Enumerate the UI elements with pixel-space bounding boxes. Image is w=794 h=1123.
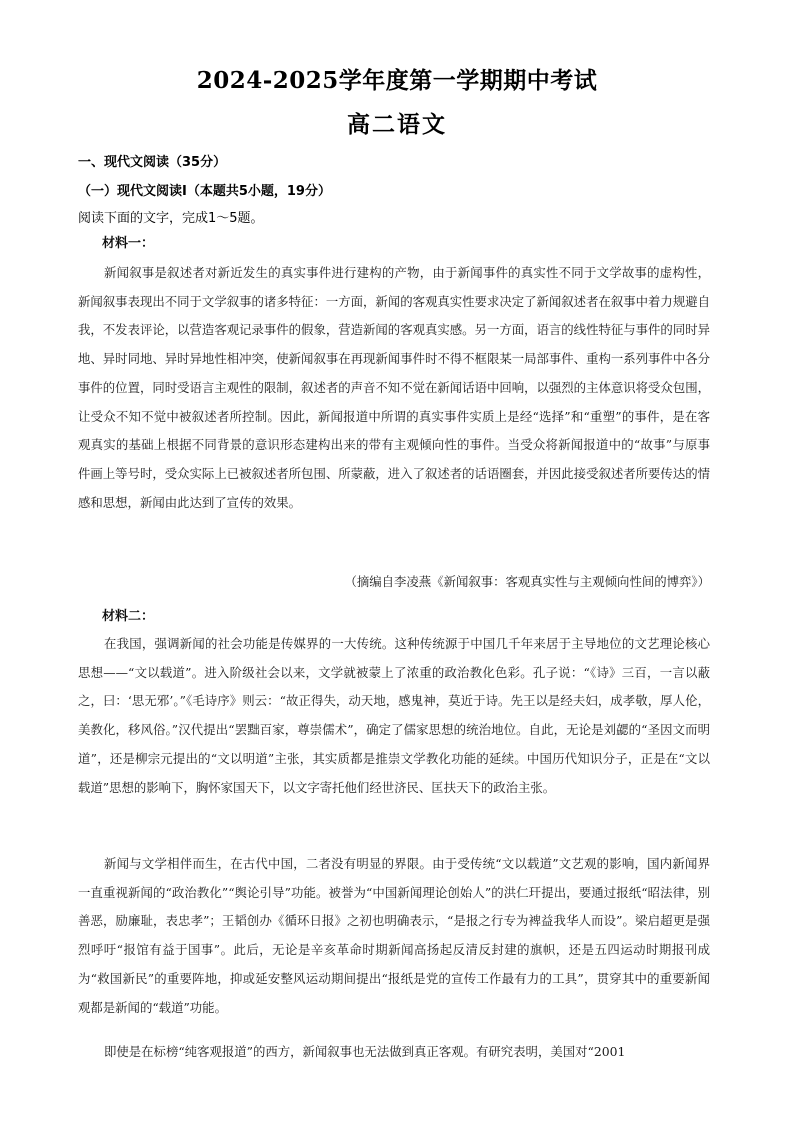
section-heading: 一、现代文阅读（35分）	[78, 155, 227, 170]
material-two-paragraph-2: 新闻与文学相伴而生，在古代中国，二者没有明显的界限。由于受传统“文以载道”文艺观的影响，国内新闻界一直重视新闻的“政治教化”“舆论引导”功能。被誉为“中国新闻理论创始人”的洪仁玕提出，要通过报纸“昭法律，别善恶，励廉耻，表忠孝”；王韬创办《循环日报》之初也明确表示，“是报之行专为裨益我华人而设”。梁启超更是强烈呼吁“报馆有益于国事”。此后，无论是辛亥革命时期新闻高扬起反清反封建的旗帜，还是五四运动时期报刊成为“救国新民”的重要阵地，抑或延安整风运动期间提出“报纸是党的宣传工作最有力的工具”，贯穿其中的重要新闻观都是新闻的“载道”功能。	[78, 856, 710, 1015]
material-two-label: 材料二：	[102, 609, 155, 624]
sub-section-heading: （一）现代文阅读Ⅰ（本题共5小题，19分）	[78, 184, 331, 199]
material-one-paragraph: 新闻叙事是叙述者对新近发生的真实事件进行建构的产物，由于新闻事件的真实性不同于文学故事的虚构性，新闻叙事表现出不同于文学叙事的诸多特征：一方面，新闻的客观真实性要求决定了新闻叙述者在叙事中着力规避自我，不发表评论，以营造客观记录事件的假象，营造新闻的客观真实感。另一方面，语言的线性特征与事件的同时异地、异时同地、异时异地性相冲突，使新闻叙事在再现新闻事件时不得不框限某一局部事件、重构一系列事件中各分事件的位置，同时受语言主观性的限制，叙述者的声音不知不觉在新闻话语中回响，以强烈的主体意识将受众包围，让受众不知不觉中被叙述者所控制。因此，新闻报道中所谓的真实事件实质上是经“选择”和“重塑”的事件，是在客观真实的基础上根据不同背景的意识形态建构出来的带有主观倾向性的事件。当受众将新闻报道中的“故事”与原事件画上等号时，受众实际上已被叙述者所包围、所蒙蔽，进入了叙述者的话语圈套，并因此接受叙述者所要传达的情感和思想，新闻由此达到了宣传的效果。	[78, 265, 710, 510]
material-one-label: 材料一：	[102, 236, 155, 251]
subject-title: 高二语文	[347, 111, 447, 138]
material-two-paragraph-1: 在我国，强调新闻的社会功能是传媒界的一大传统。这种传统源于中国几千年来居于主导地位的文艺理论核心思想——“文以载道”。进入阶级社会以来，文学就被蒙上了浓重的政治教化色彩。孔子说：“《诗》三百，一言以蔽之，曰：‘思无邪’。”《毛诗序》则云：“故正得失，动天地，感鬼神，莫近于诗。先王以是经夫妇，成孝敬，厚人伦，美教化，移风俗。”汉代提出“罢黜百家，尊崇儒术”，确定了儒家思想的统治地位。自此，无论是刘勰的“圣因文而明道”，还是柳宗元提出的“文以明道”主张，其实质都是推崇文学教化功能的延续。中国历代知识分子，正是在“文以载道”思想的影响下，胸怀家国天下，以文字寄托他们经世济民、匡扶天下的政治主张。	[78, 636, 710, 795]
exam-title: 2024-2025学年度第一学期期中考试	[196, 67, 598, 94]
material-two-paragraph-3: 即使是在标榜“纯客观报道”的西方，新闻叙事也无法做到真正客观。有研究表明，美国对“2001	[104, 1044, 626, 1059]
material-one-source: （摘编自李凌燕《新闻叙事：客观真实性与主观倾向性间的博弈》）	[344, 574, 710, 589]
reading-instruction: 阅读下面的文字，完成1～5题。	[78, 211, 264, 226]
